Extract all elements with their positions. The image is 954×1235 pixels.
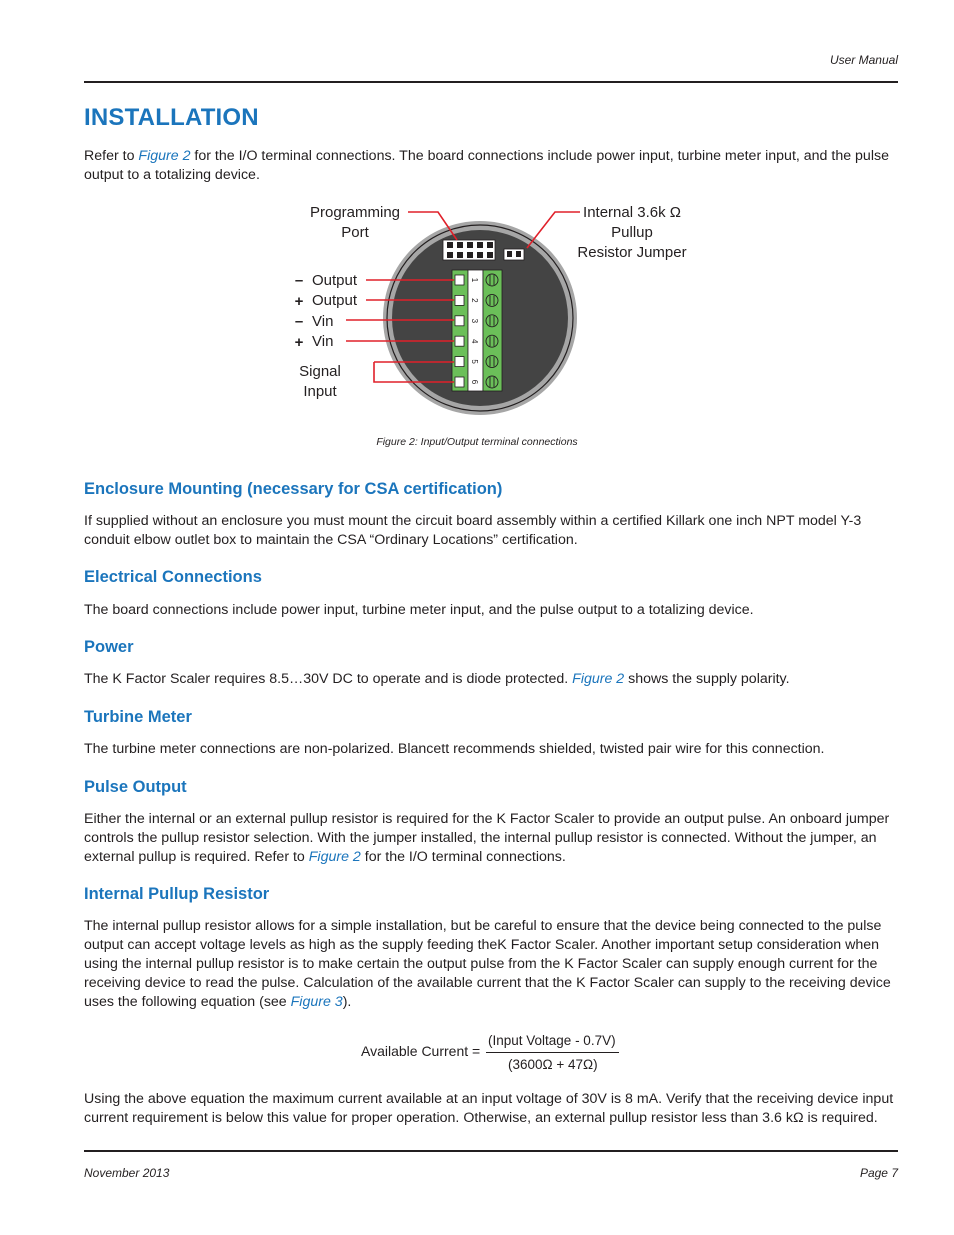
header-rule <box>84 81 898 83</box>
terminal-clamp-1 <box>455 275 464 285</box>
terminal-screw-1 <box>486 274 498 286</box>
figure-caption: Figure 2: Input/Output terminal connections <box>376 436 578 448</box>
footer-page-number: Page 7 <box>859 1166 898 1180</box>
terminal-pin-number-2: 2 <box>470 298 479 303</box>
body-turbine-meter: The turbine meter connections are non-polarized. Blancett recommends shielded, twisted pair wire for this connection. <box>84 741 825 757</box>
terminal-screw-6 <box>486 376 498 388</box>
terminal-3-label: Vin <box>312 313 334 330</box>
power-text-pre: The K Factor Scaler requires 8.5…30V DC to operate and is diode protected. <box>84 671 573 687</box>
heading-power: Power <box>84 638 134 656</box>
closing-paragraph: Using the above equation the maximum current available at an input voltage of 30V is 8 mA. Verify that the receiving device input current requirement is below this value for proper operation. Otherwise, an external pullup resistor less than 3.6 kΩ is required. <box>84 1091 894 1126</box>
terminal-pin-number-4: 4 <box>470 338 479 344</box>
heading-internal-pullup-resistor: Internal Pullup Resistor <box>84 885 270 903</box>
terminal-3-sign: – <box>294 313 304 330</box>
terminal-clamp-5 <box>455 357 464 367</box>
programming-port-label-line1: Programming <box>309 204 401 221</box>
footer-date: November 2013 <box>84 1166 170 1180</box>
page-title: INSTALLATION <box>84 104 259 131</box>
terminal-block-left <box>452 270 468 391</box>
signal-input-label-line2: Input <box>303 383 337 400</box>
terminal-block-right <box>483 270 502 391</box>
terminal-clamp-4 <box>455 336 464 346</box>
pulse-output-text-pre: Either the internal or an external pullup resistor is required for the K Factor Scaler to provide an output pulse. An onboard jumper controls the pullup resistor selection. With the jumper installed, the internal pullup resistor is connected. Without the jumper, an external pullup is required. Refer to <box>84 811 890 865</box>
body-pulse-output <box>84 810 898 867</box>
terminal-1-label: Output <box>312 272 358 289</box>
power-text-post: shows the supply polarity. <box>624 671 790 687</box>
figure-2-link[interactable]: Figure 2 <box>138 148 191 164</box>
terminal-screw-5 <box>486 356 498 368</box>
heading-enclosure-mounting: Enclosure Mounting (necessary for CSA certification) <box>84 480 503 498</box>
terminal-4-sign: + <box>294 334 304 351</box>
programming-port-header <box>443 240 495 260</box>
figure-3-link[interactable]: Figure 3 <box>290 994 343 1010</box>
terminal-clamp-2 <box>455 295 464 305</box>
terminal-screw-3 <box>486 315 498 327</box>
intro-text-post: for the I/O terminal connections. The board connections include power input, turbine meter input, and the pulse output to a totalizing device. <box>84 148 889 183</box>
pulse-output-text-post: for the I/O terminal connections. <box>360 849 566 865</box>
pullup-jumper-header <box>504 249 524 260</box>
equation-denominator: (3600Ω + 47Ω) <box>508 1057 598 1072</box>
intro-text-pre: Refer to <box>84 148 139 164</box>
pulse-output-figure-2-link[interactable]: Figure 2 <box>308 849 361 865</box>
terminal-screw-2 <box>486 294 498 306</box>
terminal-pin-number-1: 1 <box>470 277 479 283</box>
terminal-number-strip <box>468 270 483 391</box>
terminal-4-label: Vin <box>312 333 334 350</box>
power-figure-2-link[interactable]: Figure 2 <box>572 671 625 687</box>
pullup-jumper-label-line3: Resistor Jumper <box>577 244 687 261</box>
heading-turbine-meter: Turbine Meter <box>84 708 192 726</box>
body-power <box>84 670 898 689</box>
heading-electrical-connections: Electrical Connections <box>84 568 262 586</box>
body-electrical-connections: The board connections include power input, turbine meter input, and the pulse output to a totalizing device. <box>84 602 754 618</box>
terminal-pin-number-6: 6 <box>470 379 479 385</box>
footer-rule <box>84 1150 898 1152</box>
terminal-pin-number-3: 3 <box>470 318 479 324</box>
equation-fraction-bar <box>486 1052 619 1053</box>
terminal-clamp-6 <box>455 377 464 387</box>
body-internal-pullup-resistor <box>84 917 898 1012</box>
terminal-2-label: Output <box>312 292 358 309</box>
intro-paragraph <box>84 147 898 185</box>
terminal-clamp-3 <box>455 316 464 326</box>
pullup-text-pre: The internal pullup resistor allows for a simple installation, but be careful to ensure that the device being connected to the pulse output can accept voltage levels as high as the supply feeding theK Factor Scaler. Another important setup consideration when using the internal pullup resistor is to make certain the output pulse from the K Factor Scaler can supply enough current for the receiving device to read the pulse. Calculation of the available current that the K Factor Scaler can supply to the receiving device uses the following equation (see <box>84 918 891 1010</box>
pullup-jumper-label-line1: Internal 3.6k Ω <box>583 204 681 221</box>
programming-port-label-line2: Port <box>341 224 369 241</box>
terminal-2-sign: + <box>294 293 304 310</box>
pullup-jumper-label-line2: Pullup <box>611 224 653 241</box>
header-doc-type: User Manual <box>829 53 898 67</box>
signal-input-label-line1: Signal <box>299 363 341 380</box>
terminal-pin-number-5: 5 <box>470 359 479 364</box>
equation-numerator: (Input Voltage - 0.7V) <box>488 1033 616 1048</box>
terminal-screw-4 <box>486 335 498 347</box>
pullup-text-post: ). <box>342 994 352 1010</box>
equation-lhs: Available Current = <box>361 1043 481 1059</box>
heading-pulse-output: Pulse Output <box>84 778 187 796</box>
io-terminal-figure <box>0 195 954 425</box>
terminal-1-sign: – <box>294 272 304 289</box>
body-enclosure-mounting: If supplied without an enclosure you must mount the circuit board assembly within a certified Killark one inch NPT model Y-3 conduit elbow outlet box to maintain the CSA “Ordinary Locations” certification. <box>84 513 862 548</box>
